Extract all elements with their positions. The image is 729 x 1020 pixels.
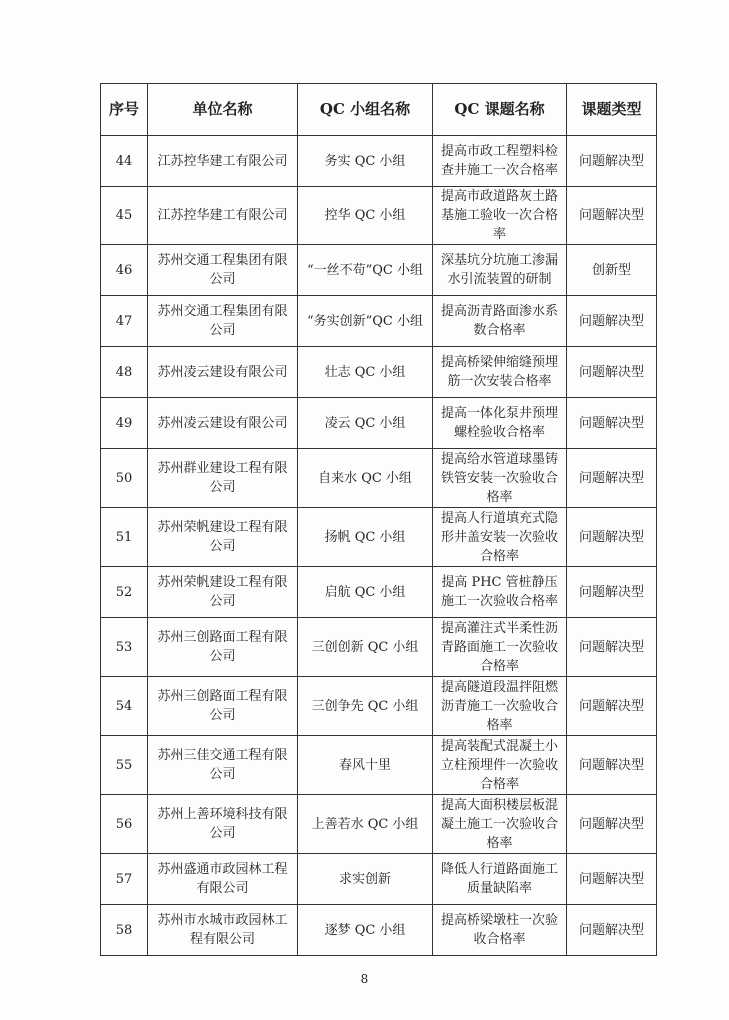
cell-qc-topic-name: 提高大面积楼层板混凝土施工一次验收合格率 (433, 795, 567, 854)
cell-unit-name: 苏州三佳交通工程有限公司 (148, 736, 298, 795)
cell-qc-topic-name: 提高桥梁墩柱一次验收合格率 (433, 905, 567, 956)
table-row (101, 854, 657, 905)
cell-qc-group-name: 壮志 QC 小组 (298, 347, 433, 398)
cell-qc-topic-name: 提高 PHC 管桩静压施工一次验收合格率 (433, 567, 567, 618)
cell-serial: 49 (101, 398, 148, 449)
cell-serial: 58 (101, 905, 148, 956)
cell-unit-name: 苏州荣帆建设工程有限公司 (148, 567, 298, 618)
qc-results-table (100, 83, 657, 956)
cell-qc-group-name: 自来水 QC 小组 (298, 449, 433, 508)
cell-qc-group-name: “务实创新”QC 小组 (298, 296, 433, 347)
cell-topic-type: 问题解决型 (567, 618, 657, 677)
cell-qc-group-name: 求实创新 (298, 854, 433, 905)
cell-topic-type: 问题解决型 (567, 677, 657, 736)
cell-qc-group-name: “一丝不苟”QC 小组 (298, 245, 433, 296)
cell-qc-topic-name: 提高人行道填充式隐形井盖安装一次验收合格率 (433, 508, 567, 567)
cell-qc-topic-name: 提高一体化泵井预埋螺栓验收合格率 (433, 398, 567, 449)
table-row (101, 398, 657, 449)
header-serial: 序号 (101, 84, 148, 136)
cell-qc-topic-name: 深基坑分坑施工渗漏水引流装置的研制 (433, 245, 567, 296)
cell-qc-topic-name: 提高隧道段温拌阻燃沥青施工一次验收合格率 (433, 677, 567, 736)
cell-topic-type: 问题解决型 (567, 854, 657, 905)
header-topic-type: 课题类型 (567, 84, 657, 136)
cell-qc-topic-name: 提高装配式混凝土小立柱预埋件一次验收合格率 (433, 736, 567, 795)
table-row (101, 508, 657, 567)
cell-topic-type: 问题解决型 (567, 347, 657, 398)
cell-qc-group-name: 三创创新 QC 小组 (298, 618, 433, 677)
cell-topic-type: 问题解决型 (567, 296, 657, 347)
table-row (101, 736, 657, 795)
cell-qc-group-name: 扬帆 QC 小组 (298, 508, 433, 567)
cell-serial: 45 (101, 187, 148, 245)
cell-qc-group-name: 启航 QC 小组 (298, 567, 433, 618)
table-row (101, 677, 657, 736)
header-qc-topic-name: QC 课题名称 (433, 84, 567, 136)
cell-serial: 46 (101, 245, 148, 296)
cell-topic-type: 问题解决型 (567, 567, 657, 618)
cell-unit-name: 苏州群业建设工程有限公司 (148, 449, 298, 508)
cell-serial: 51 (101, 508, 148, 567)
cell-serial: 52 (101, 567, 148, 618)
table-row (101, 245, 657, 296)
cell-qc-group-name: 凌云 QC 小组 (298, 398, 433, 449)
table-row (101, 449, 657, 508)
cell-unit-name: 苏州盛通市政园林工程有限公司 (148, 854, 298, 905)
table-row (101, 905, 657, 956)
table-body (101, 136, 657, 956)
table-row (101, 296, 657, 347)
cell-serial: 50 (101, 449, 148, 508)
cell-topic-type: 问题解决型 (567, 398, 657, 449)
table-row (101, 136, 657, 187)
header-unit-name: 单位名称 (148, 84, 298, 136)
cell-unit-name: 苏州交通工程集团有限公司 (148, 296, 298, 347)
cell-unit-name: 苏州荣帆建设工程有限公司 (148, 508, 298, 567)
cell-topic-type: 问题解决型 (567, 905, 657, 956)
cell-unit-name: 苏州凌云建设有限公司 (148, 347, 298, 398)
cell-qc-group-name: 务实 QC 小组 (298, 136, 433, 187)
cell-unit-name: 江苏控华建工有限公司 (148, 187, 298, 245)
cell-qc-topic-name: 降低人行道路面施工质量缺陷率 (433, 854, 567, 905)
cell-qc-topic-name: 提高市政道路灰土路基施工验收一次合格率 (433, 187, 567, 245)
cell-unit-name: 苏州交通工程集团有限公司 (148, 245, 298, 296)
cell-unit-name: 苏州市水城市政园林工程有限公司 (148, 905, 298, 956)
cell-qc-topic-name: 提高给水管道球墨铸铁管安装一次验收合格率 (433, 449, 567, 508)
cell-qc-group-name: 控华 QC 小组 (298, 187, 433, 245)
cell-qc-group-name: 春风十里 (298, 736, 433, 795)
cell-topic-type: 问题解决型 (567, 795, 657, 854)
table-row (101, 567, 657, 618)
cell-serial: 48 (101, 347, 148, 398)
cell-topic-type: 问题解决型 (567, 449, 657, 508)
cell-topic-type: 问题解决型 (567, 508, 657, 567)
cell-qc-group-name: 三创争先 QC 小组 (298, 677, 433, 736)
cell-qc-topic-name: 提高桥梁伸缩缝预埋筋一次安装合格率 (433, 347, 567, 398)
cell-qc-group-name: 逐梦 QC 小组 (298, 905, 433, 956)
cell-qc-group-name: 上善若水 QC 小组 (298, 795, 433, 854)
cell-topic-type: 问题解决型 (567, 736, 657, 795)
cell-unit-name: 江苏控华建工有限公司 (148, 136, 298, 187)
cell-qc-topic-name: 提高市政工程塑料检查井施工一次合格率 (433, 136, 567, 187)
cell-unit-name: 苏州三创路面工程有限公司 (148, 677, 298, 736)
page-number: 8 (360, 972, 369, 986)
cell-serial: 47 (101, 296, 148, 347)
table-row (101, 795, 657, 854)
cell-topic-type: 创新型 (567, 245, 657, 296)
cell-serial: 56 (101, 795, 148, 854)
cell-serial: 57 (101, 854, 148, 905)
cell-serial: 53 (101, 618, 148, 677)
cell-serial: 54 (101, 677, 148, 736)
cell-topic-type: 问题解决型 (567, 187, 657, 245)
cell-qc-topic-name: 提高灌注式半柔性沥青路面施工一次验收合格率 (433, 618, 567, 677)
cell-unit-name: 苏州上善环境科技有限公司 (148, 795, 298, 854)
table-row (101, 618, 657, 677)
table-header-row (101, 84, 657, 136)
cell-unit-name: 苏州凌云建设有限公司 (148, 398, 298, 449)
cell-serial: 55 (101, 736, 148, 795)
table-row (101, 347, 657, 398)
cell-serial: 44 (101, 136, 148, 187)
table-row (101, 187, 657, 245)
cell-qc-topic-name: 提高沥青路面渗水系数合格率 (433, 296, 567, 347)
header-qc-group-name: QC 小组名称 (298, 84, 433, 136)
cell-unit-name: 苏州三创路面工程有限公司 (148, 618, 298, 677)
cell-topic-type: 问题解决型 (567, 136, 657, 187)
